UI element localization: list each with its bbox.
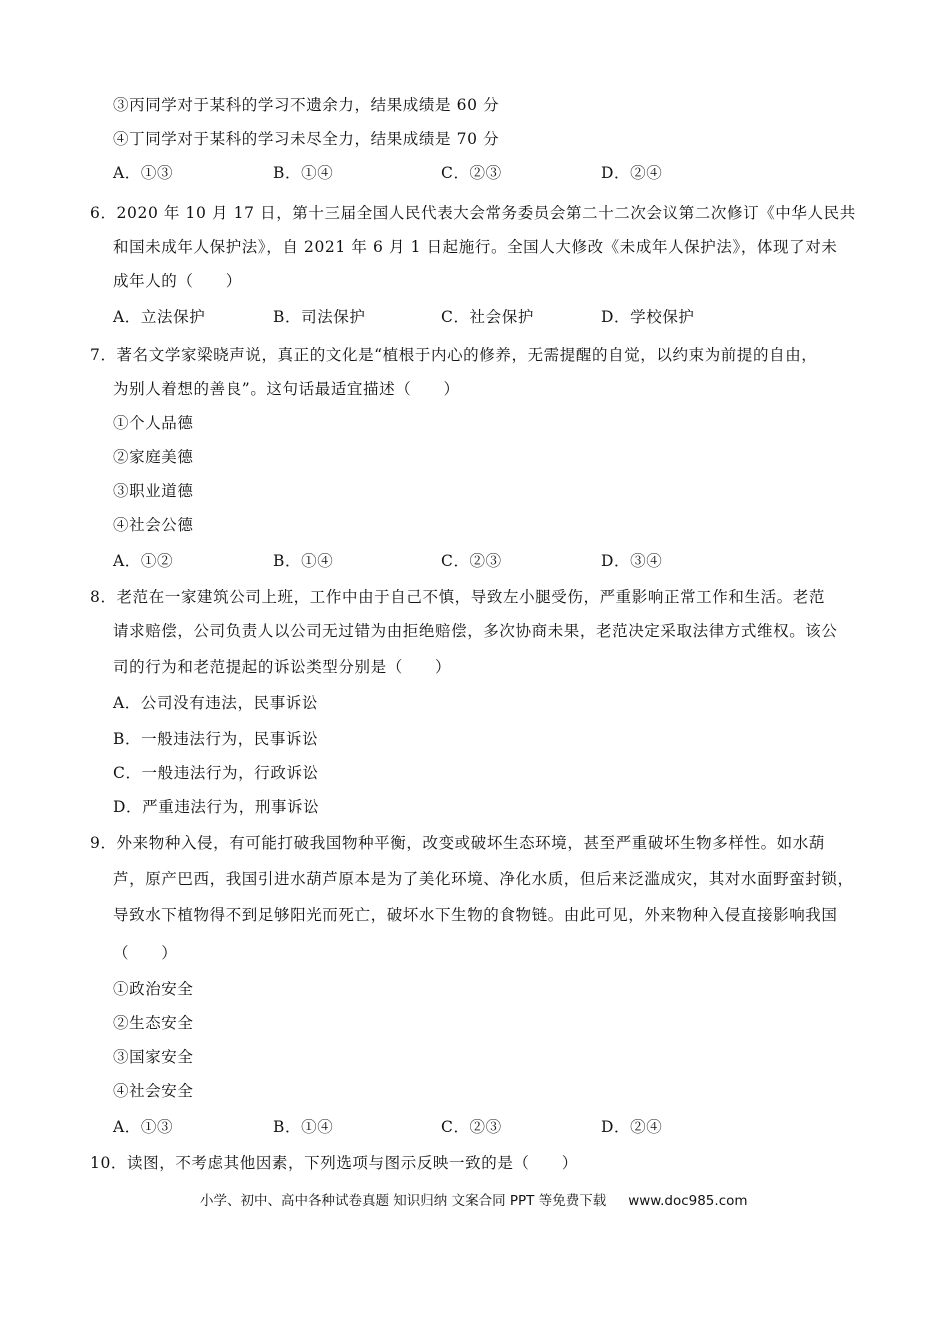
q6-option-d[interactable]: D．学校保护: [601, 308, 695, 326]
q5-options: [113, 162, 733, 184]
q6-option-c[interactable]: C．社会保护: [441, 308, 534, 326]
q7-option-b[interactable]: B．①④: [273, 552, 334, 570]
q6-options: [113, 306, 733, 328]
q6-stem-line-3: 成年人的（ ）: [113, 272, 242, 290]
q5-item-4: ④丁同学对于某科的学习未尽全力，结果成绩是 70 分: [113, 130, 500, 148]
q7-item-4: ④社会公德: [113, 516, 194, 534]
q9-stem-line-4: （ ）: [113, 944, 178, 962]
q7-option-a[interactable]: A．①②: [113, 552, 174, 570]
q9-stem-line-1: 9．外来物种入侵，有可能打破我国物种平衡，改变或破坏生态环境，甚至严重破坏生物多样性。如水葫: [90, 834, 825, 852]
q9-stem-line-2: 芦，原产巴西，我国引进水葫芦原本是为了美化环境、净化水质，但后来泛滥成灾，其对水面野蛮封锁，: [113, 870, 854, 888]
q7-stem-line-2: 为别人着想的善良”。这句话最适宜描述（ ）: [113, 380, 460, 398]
footer-url[interactable]: www.doc985.com: [628, 1193, 748, 1209]
q6-stem-line-1: 6．2020 年 10 月 17 日，第十三届全国人民代表大会常务委员会第二十二次会议第二次修订《中华人民共: [90, 204, 856, 222]
page-footer: [200, 1190, 800, 1212]
q9-option-d[interactable]: D．②④: [601, 1118, 663, 1136]
q9-item-1: ①政治安全: [113, 980, 194, 998]
q9-option-b[interactable]: B．①④: [273, 1118, 334, 1136]
q8-option-b[interactable]: B．一般违法行为，民事诉讼: [113, 730, 319, 748]
q5-option-c[interactable]: C．②③: [441, 164, 502, 182]
q8-option-a[interactable]: A．公司没有违法，民事诉讼: [113, 694, 318, 712]
q8-option-c[interactable]: C．一般违法行为，行政诉讼: [113, 764, 319, 782]
q8-stem-line-2: 请求赔偿，公司负责人以公司无过错为由拒绝赔偿，多次协商未果，老范决定采取法律方式维权。该公: [113, 622, 838, 640]
q9-item-4: ④社会安全: [113, 1082, 194, 1100]
q9-stem-line-3: 导致水下植物得不到足够阳光而死亡，破坏水下生物的食物链。由此可见，外来物种入侵直接影响我国: [113, 906, 838, 924]
q6-option-b[interactable]: B．司法保护: [273, 308, 366, 326]
q5-option-b[interactable]: B．①④: [273, 164, 334, 182]
q9-option-c[interactable]: C．②③: [441, 1118, 502, 1136]
q5-option-d[interactable]: D．②④: [601, 164, 663, 182]
q5-item-3: ③丙同学对于某科的学习不遗余力，结果成绩是 60 分: [113, 96, 500, 114]
q7-item-2: ②家庭美德: [113, 448, 194, 466]
q8-stem-line-3: 司的行为和老范提起的诉讼类型分别是（ ）: [113, 658, 452, 676]
q7-options: [113, 550, 733, 572]
q6-stem-line-2: 和国未成年人保护法》，自 2021 年 6 月 1 日起施行。全国人大修改《未成年人保护法》，体现了对未: [113, 238, 838, 256]
footer-text: 小学、初中、高中各种试卷真题 知识归纳 文案合同 PPT 等免费下载: [200, 1193, 607, 1209]
q7-item-1: ①个人品德: [113, 414, 194, 432]
q10-stem: 10．读图，不考虑其他因素，下列选项与图示反映一致的是（ ）: [90, 1154, 578, 1172]
q9-options: [113, 1116, 733, 1138]
q8-option-d[interactable]: D．严重违法行为，刑事诉讼: [113, 798, 320, 816]
q7-option-c[interactable]: C．②③: [441, 552, 502, 570]
q6-option-a[interactable]: A．立法保护: [113, 308, 206, 326]
q7-stem-line-1: 7．著名文学家梁晓声说，真正的文化是“植根于内心的修养，无需提醒的自觉，以约束为前提的自由，: [90, 346, 818, 364]
q5-option-a[interactable]: A．①③: [113, 164, 174, 182]
q7-item-3: ③职业道德: [113, 482, 194, 500]
q9-item-3: ③国家安全: [113, 1048, 194, 1066]
q8-stem-line-1: 8．老范在一家建筑公司上班，工作中由于自己不慎，导致左小腿受伤，严重影响正常工作和生活。老范: [90, 588, 825, 606]
q9-item-2: ②生态安全: [113, 1014, 194, 1032]
q9-option-a[interactable]: A．①③: [113, 1118, 174, 1136]
q7-option-d[interactable]: D．③④: [601, 552, 663, 570]
